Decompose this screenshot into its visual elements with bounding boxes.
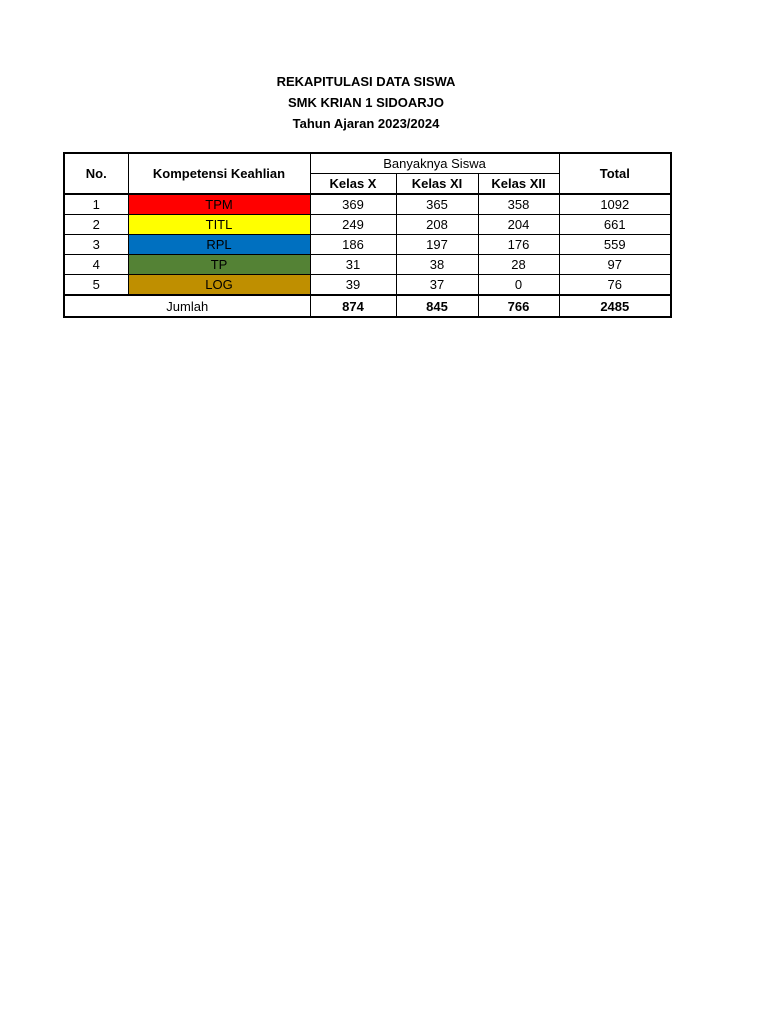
header-banyaknya-siswa: Banyaknya Siswa bbox=[310, 153, 559, 174]
jumlah-label: Jumlah bbox=[64, 295, 310, 317]
header-total: Total bbox=[559, 153, 671, 194]
row-kelas-xi: 38 bbox=[396, 255, 478, 275]
jumlah-row bbox=[64, 295, 671, 317]
jumlah-kelas-xii: 766 bbox=[478, 295, 559, 317]
row-kompetensi: TPM bbox=[128, 194, 310, 215]
row-no: 3 bbox=[64, 235, 128, 255]
header-kompetensi: Kompetensi Keahlian bbox=[128, 153, 310, 194]
row-total: 559 bbox=[559, 235, 671, 255]
row-kompetensi: TITL bbox=[128, 215, 310, 235]
report-title: REKAPITULASI DATA SISWA bbox=[276, 74, 456, 89]
page-header bbox=[0, 71, 732, 134]
row-total: 76 bbox=[559, 275, 671, 296]
row-kelas-xi: 197 bbox=[396, 235, 478, 255]
header-kelas-xii: Kelas XII bbox=[478, 174, 559, 195]
row-kelas-xii: 358 bbox=[478, 194, 559, 215]
row-kelas-x: 369 bbox=[310, 194, 396, 215]
table-row bbox=[64, 255, 671, 275]
row-kelas-xii: 176 bbox=[478, 235, 559, 255]
row-total: 97 bbox=[559, 255, 671, 275]
row-total: 661 bbox=[559, 215, 671, 235]
jumlah-kelas-xi: 845 bbox=[396, 295, 478, 317]
row-kelas-x: 249 bbox=[310, 215, 396, 235]
row-kelas-xii: 28 bbox=[478, 255, 559, 275]
row-kelas-xi: 208 bbox=[396, 215, 478, 235]
academic-year: Tahun Ajaran 2023/2024 bbox=[292, 116, 440, 131]
row-no: 1 bbox=[64, 194, 128, 215]
jumlah-kelas-x: 874 bbox=[310, 295, 396, 317]
row-kelas-xii: 204 bbox=[478, 215, 559, 235]
row-kelas-x: 186 bbox=[310, 235, 396, 255]
header-no: No. bbox=[64, 153, 128, 194]
row-no: 4 bbox=[64, 255, 128, 275]
row-kompetensi: LOG bbox=[128, 275, 310, 296]
student-recap-table bbox=[63, 152, 672, 318]
row-kelas-x: 39 bbox=[310, 275, 396, 296]
row-kompetensi: RPL bbox=[128, 235, 310, 255]
row-no: 2 bbox=[64, 215, 128, 235]
row-total: 1092 bbox=[559, 194, 671, 215]
row-kelas-xi: 365 bbox=[396, 194, 478, 215]
table-row bbox=[64, 275, 671, 296]
row-no: 5 bbox=[64, 275, 128, 296]
header-kelas-xi: Kelas XI bbox=[396, 174, 478, 195]
table-row bbox=[64, 194, 671, 215]
row-kompetensi: TP bbox=[128, 255, 310, 275]
table-row bbox=[64, 215, 671, 235]
jumlah-total: 2485 bbox=[559, 295, 671, 317]
row-kelas-x: 31 bbox=[310, 255, 396, 275]
row-kelas-xi: 37 bbox=[396, 275, 478, 296]
table-row bbox=[64, 235, 671, 255]
row-kelas-xii: 0 bbox=[478, 275, 559, 296]
header-kelas-x: Kelas X bbox=[310, 174, 396, 195]
school-name: SMK KRIAN 1 SIDOARJO bbox=[287, 95, 445, 110]
